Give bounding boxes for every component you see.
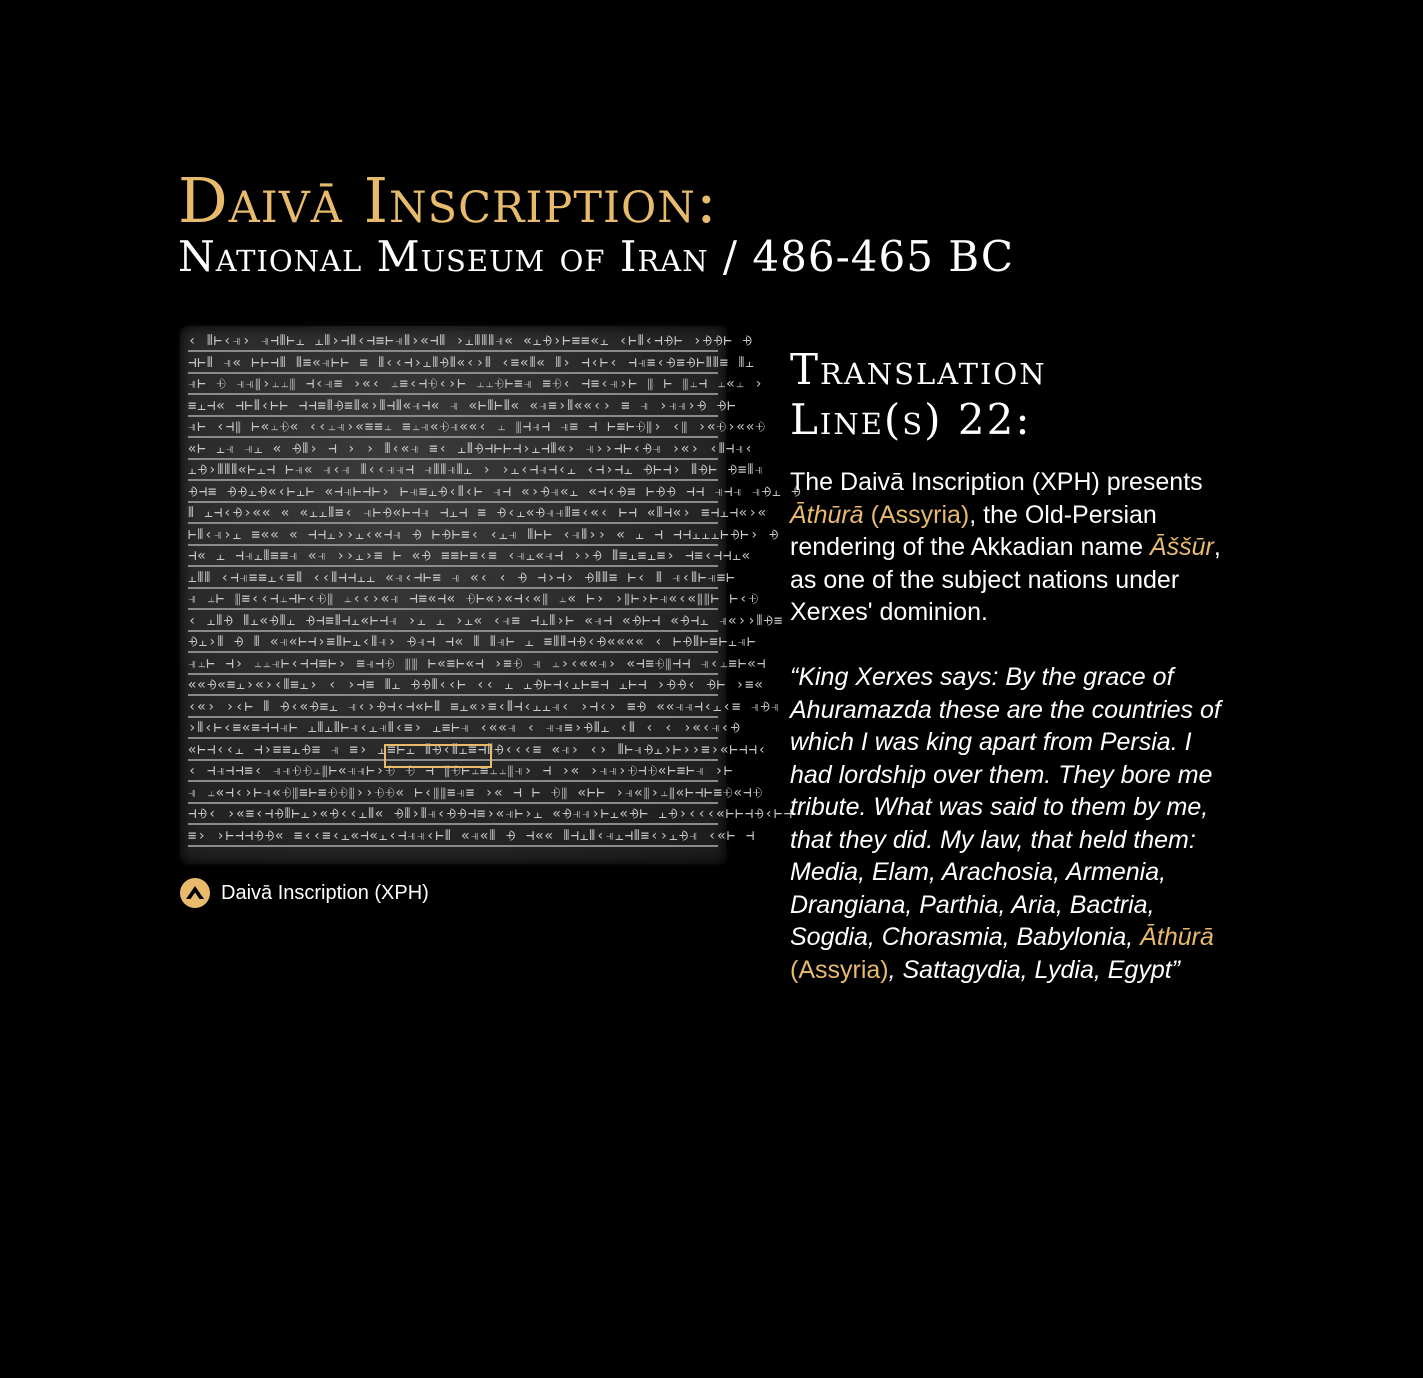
inscription-figure <box>180 326 802 864</box>
page-subtitle: National Museum of Iran / 486-465 BC <box>178 232 1015 281</box>
tablet-texture-row: ⊣« ⫠ ⊣⫣⫠⫴≡≡⫣ «⫣ ››⫠›≡ ⊢ «⨮ ≡≡⊢≡‹≡ ‹⫣⫠«⫣⊣ ››⨮ ⫴≡⫠≡⫠≡› ⊣≡‹⊣⊣⫠« <box>188 547 718 567</box>
term-assur: Āššūr <box>1149 533 1214 561</box>
term-athura-quote-plain: (Assyria) <box>790 955 889 984</box>
tablet-texture-row: ⫣ ⫠«⊣‹›⊢⫣«⨮⫴≡⊢≡⨮⨮⫴››⨮⨮« ⊢‹⫴⫴≡⫣≡ ›« ⊣ ⊢ ⨮⫴ «⊢⊢ ›⫣«⫴›⫠⫴«⊢⊣⊢≡⨮«⊣⨮ <box>188 784 718 804</box>
tablet-texture-row: ‹«› ›‹⊢ ⫴ ⨮‹«⨮≡⫠ ⫣‹›⨮⊣‹⊣«⊢⫴ ≡⫠«›≡‹⫴⊣‹⫠⫠⫣‹ ›⊣‹› ≡⨮ ««⫣⫣⊣‹⫠‹≡ ⫣⨮⫣ <box>188 698 718 718</box>
term-athura <box>790 501 969 529</box>
figure-caption[interactable] <box>179 877 429 909</box>
tablet-texture-row: ‹ ⫠⫴⨮ ⫴⫠«⨮⫴⫠ ⨮⊣≡⫴⊣⫠«⊢⊣⫣ ›⫠ ⫠ ›⫠« ‹⫣≡ ⊣⫠⫴›⊢ «⫣⊣ «⨮⊢⊣ «⨮⊣⫠ ⫣«››⫴⨮≡ <box>188 612 718 632</box>
tablet-texture-row: ⫣⊢ ⨮ ⫣⫣⫴›⫠⫠⫴ ⊣‹⫣≡ ›«‹ ⫠≡‹⊣⨮‹›⊢ ⫠⫠⨮⊢≡⫣ ≡⨮‹ ⊣≡‹⫣›⊢ ⫴ ⊢ ⫴⫠⊣ ⫠«⫠ › <box>188 375 718 395</box>
intro-text: , as one of the subject nations under Xerxes' dominion. <box>790 533 1221 626</box>
tablet-texture-row: ≡⫠⊣« ⊣⊢⫴‹⊢⊢ ⊣⊣≡⫴⨮≡⫴«›⫴⊣⫴«⫣⊣« ⫣ «⊢⫴⊢⫴« «⫣≡›⫴««‹› ≡ ⫣ ›⫣⫣›⨮ ⨮⊢ <box>188 397 718 417</box>
tablet-texture-row: ««⨮«≡⫠›«›‹⫴≡⫠› ‹ ›⊣≡ ⫴⫠ ⨮⨮⫴‹‹⊢ ‹‹ ⫠ ⫠⨮⊢⊣‹⫠⊢≡⊣ ⫠⊢⊣ ›⨮⨮‹ ⨮⊢ ›≡« <box>188 676 718 696</box>
tablet-texture-row: ⊣⨮‹ ›«≡‹⊣⨮⫴⊢⫠›«⨮‹‹⫠⫴« ⨮⫴›⫴⫣‹⨮⨮⊣≡›«⫣⊢›⫠ «⨮⫣⫣›⊢⫠«⨮⊢ ⫠⨮›‹‹‹«⊢⊢⊣⨮‹⊢⊣ <box>188 805 718 825</box>
tablet-texture-row: «⊢ ⫠⫣ ⫣⫠ « ⨮⫴› ⊣ › › ⫴‹«⫣ ≡‹ ⫠⫴⨮⊣⊢⊢⊣›⫠⊣⫴«› ⫣››⊣⊢‹⨮⫣ ›«› ‹⫴⊣⫣‹ <box>188 440 718 460</box>
translation-body <box>790 466 1240 1019</box>
tablet-texture-row: ⫠⨮›⫴⫴⫴«⊢⫠⊣ ⊢⫣« ⫣‹⫣ ⫴‹‹⫣⫣⊣ ⫣⫴⫴⫣⫴⫠ › ›⫠‹⊣⫣⊣‹⫠ ‹⊣›⊣⫠ ⨮⊢⊣› ⫴⨮⊢ ⨮≡⫴⫣ <box>188 461 718 481</box>
translation-heading-line2: Line(s) 22: <box>790 395 1032 444</box>
tablet-texture-row: ⊢⫴‹⫣›⫠ ≡«« « ⊣⊣⫠››⫠‹«⊣⫣ ⨮ ⊢⨮⊢≡‹ ‹⫠⫣ ⫴⊢⊢ ‹⫣⫴›› « ⫠ ⊣ ⊣⊣⫠⫠⫠⊢⨮⊢› ⨮ <box>188 526 718 546</box>
intro-paragraph <box>790 466 1240 629</box>
tablet-texture-row: ⨮⫠›⫴ ⨮ ⫴ «⫣«⊢⊣›≡⫴⊢⫠‹⫴⫣› ⨮⫣⊣ ⊣« ⫴ ⫴⫣⊢ ⫠ ≡⫴⫴⊣⨮‹⨮«««« ‹ ⊢⨮⫴⊢≡⊢⫠⫣⊢ <box>188 633 718 653</box>
tablet-texture-row: ‹ ⫴⊢‹⫣› ⫣⊣⫴⊢⫠ ⫠⫴›⊣⫴‹⊣≡⊢⫣⫴›«⊣⫴ ›⫠⫴⫴⫴⫣« «⫠⨮›⊢≡≡«⫠ ‹⊢⫴‹⊣⨮⊢ ›⨮⨮⊢ ⨮ <box>188 332 718 352</box>
chevron-up-circle-icon[interactable] <box>179 877 211 909</box>
intro-text: The Daivā Inscription (XPH) presents <box>790 468 1203 496</box>
tablet-texture-row: ⨮⊣≡ ⨮⨮⫠⨮«‹⊢⫠⊢ «⊣⫣⊢⊣⊢› ⊢⫣≡⫠⨮‹⫴‹⊢ ⫣⊣ «›⨮⫣«⫠ «⊣‹⨮≡ ⊢⨮⨮ ⊣⊣ ⫣⊣⫣ ⫣⨮⫠ ⨮ <box>188 483 718 503</box>
term-athura-quote-italic: Āthūrā <box>1140 923 1214 951</box>
translation-heading-line1: Translation <box>790 345 1047 394</box>
tablet-texture-row: ⫠⫴⫴ ‹⊣⫣≡≡⫠‹≡⫴ ‹‹⫴⊣⊣⫠⫠ «⫣‹⊣⊢≡ ⫣ «‹ ‹ ⨮ ⊣›⊣› ⨮⫴⫴≡ ⊢‹ ⫴ ⫣‹⫴⊢⫣≡⊢ <box>188 569 718 589</box>
line-22-highlight-box <box>384 744 492 768</box>
tablet-texture-row: ⫣⊢ ‹⊣⫴ ⊢«⫠⨮« ‹‹⫠⫣›«≡≡⫠ ≡⫠⫣«⨮⫣««‹ ⫠ ⫴⊣⫣⊣ ⫣≡ ⊣ ⊢≡⊢⨮⫴› ‹⫴ ›«⨮›««⨮ <box>188 418 718 438</box>
quote-paragraph <box>790 661 1240 986</box>
tablet-texture-row: ⫣ ⫠⊢ ⫴≡‹‹⊣⫠⊣⊢‹⨮⫴ ⫠‹‹›«⫣ ⊣≡«⊣« ⨮⊢«›«⊣‹«⫴ ⫠« ⊢› ›⫴⊢›⊢⫣«‹«⫴⫴⊢ ⊢‹⨮ <box>188 590 718 610</box>
term-athura-plain: (Assyria) <box>863 500 970 529</box>
intro-text: , the Old-Persian rendering of the Akkadian name <box>790 500 1157 561</box>
page-title: Daivā Inscription: <box>178 164 718 237</box>
translation-heading <box>790 345 1047 445</box>
inscription-tablet-image <box>180 326 802 864</box>
tablet-texture-row: ⫣⫠⊢ ⊣› ⫠⫠⫣⊢‹⊣⊣≡⊢› ≡⫣⊣⨮ ⫴⫴ ⊢«≡⊢«⊣ ›≡⨮ ⫣ ⫠›‹««⫣› «⊣≡⨮⫴⊣⊣ ⫣‹⫠≡⊢«⊣ <box>188 655 718 675</box>
tablet-texture-row: «⊢⊣‹‹⫠ ⊣›≡≡⫠⨮≡ ⫣ ≡› ⫠≡⊢⫠ ⫴⨮‹⫴⫠≡⊣⫴⨮‹‹‹≡ «⫣› ‹› ⫴⊢⫣⨮⫠›⊢››≡›«⊢⊣⊣‹ <box>188 741 718 761</box>
quote-text: , Sattagydia, Lydia, Egypt” <box>888 955 1180 984</box>
tablet-texture-row: ≡› ›⊢⊣⊣⨮⨮« ≡‹‹≡‹⫠«⊣«⫠‹⊣⫣⫣‹⊢⫴ «⫣«⫴ ⨮ ⊣«« ⫴⊣⫠⫴‹⫣⫠⊣⫴≡‹›⫠⨮⫣ ‹«⊢ ⊣ <box>188 827 718 847</box>
quote-text: “King Xerxes says: By the grace of Ahuramazda these are the countries of which I was king apart from Persia. I had lordship over them. They bore me tribute. What was said to them by me, that they did. My law, that held them: Media, Elam, Arachosia, Armenia, Drangiana, Parthia, Aria, Bactria, Sogdia, Chorasmia, Babylonia, <box>790 663 1221 951</box>
term-athura-italic: Āthūrā <box>790 500 864 529</box>
tablet-texture-row: ‹ ⊣⫣⊣⊣≡‹ ⫣⫣⨮⨮⫠⫴⊢«⫣⫣⊢›⨮ ⨮ ⊣ ⫴⨮⊢⫠≡⫠⫠⫴⫣› ⊣ ›« ›⫣⫣›⨮⊣⨮«⊢≡⊢⫣ ›⊢ <box>188 762 718 782</box>
tablet-texture-row: ⫴ ⫠⊣‹⨮›«« « «⫠⫠⫴≡‹ ⫣⊢⨮«⊢⊣⫣ ⊣⫠⊣ ≡ ⨮‹⫠«⨮⫣⫣⫴≡‹«‹ ⊢⊣ «⫴⊣«› ≡⊣⫠⊣«›« <box>188 504 718 524</box>
tablet-texture-row: ›⫴‹⊢‹≡«≡⊣⊣⫣⊢ ⫠⫴⫠⫴⊢⫣‹⫠⫣⫴‹≡› ⫠≡⊢⫣ ‹««⫣ ‹ ⫣⫣≡›⨮⫴⫠ ‹⫴ ‹ ‹ ›«‹⫣‹⨮ <box>188 719 718 739</box>
page-header <box>178 164 1015 281</box>
caption-label: Daivā Inscription (XPH) <box>221 881 429 904</box>
tablet-texture-row: ⊣⊢⫴ ⫣« ⊢⊢⊣⫴ ⫴≡«⫣⊢⊢ ≡ ⫴‹‹⊣›⫠⫴⨮⫴«‹›⫴ ‹≡«⫴« ⫴› ⊣‹⊢‹ ⊣⫣≡‹⨮≡⨮⊢⫴⫴≡ ⫴⫠ <box>188 354 718 374</box>
